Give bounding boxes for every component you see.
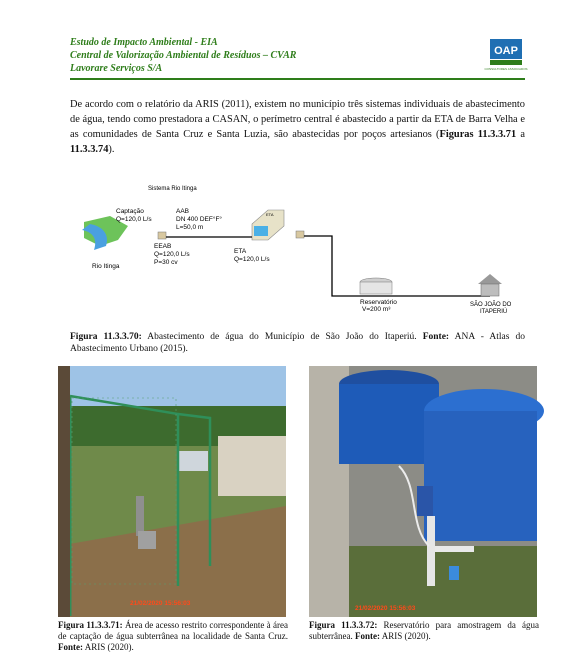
eeab-label: EEAB (154, 243, 172, 250)
caption71-label: Figura 11.3.3.71: (58, 620, 123, 630)
diagram-title: Sistema Rio Itinga (148, 186, 197, 192)
paragraph-ref-1: Figuras 11.3.3.71 (439, 129, 517, 140)
photo-72-timestamp: 21/02/2020 15:56:03 (355, 605, 416, 612)
city-label-2: ITAPERIÚ (480, 309, 508, 315)
paragraph-mid: a (516, 129, 525, 140)
captacao-flow: Q=120,0 L/s (116, 216, 152, 223)
logo-text: OAP (494, 45, 518, 57)
caption-figure-71 (58, 620, 288, 653)
eeab-power: P=30 cv (154, 259, 178, 266)
house-icon (481, 284, 499, 296)
photo-restricted-area (58, 366, 286, 617)
aab-diameter: DN 400 DEF°F° (176, 216, 223, 223)
logo-subtext: CONSULTORES ASSOCIADOS (484, 67, 528, 71)
eeab-flow: Q=120,0 L/s (154, 251, 190, 258)
city-label-1: SÃO JOÃO DO (470, 302, 512, 308)
photo-sampling-reservoir (309, 366, 537, 617)
document-header (70, 36, 530, 75)
caption71-source: ARIS (2020). (83, 642, 134, 652)
caption70-label: Figura 11.3.3.70: (70, 332, 142, 342)
pipe-eta-city (304, 236, 490, 296)
caption71-fonte: Fonte: (58, 642, 83, 652)
header-line-1: Estudo de Impacto Ambiental - EIA (70, 37, 218, 48)
caption70-text: Abastecimento de água do Município de São João do Itaperiú. (141, 332, 423, 342)
eta-label: ETA (234, 248, 247, 255)
reservoir-icon (360, 282, 392, 294)
caption72-label: Figura 11.3.3.72: (309, 620, 378, 630)
eta-pump-icon (296, 231, 304, 238)
caption70-fonte: Fonte: (422, 332, 450, 342)
caption72-text: Reservatório para amostragem da água subterrânea. (309, 620, 539, 641)
aab-length: L=50,0 m (176, 224, 204, 231)
caption72-source: ARIS (2020). (379, 631, 431, 641)
reservoir-label: Reservatório (360, 299, 397, 306)
header-line-3: Lavorare Serviços S/A (70, 63, 163, 74)
paragraph-text: De acordo com o relatório da ARIS (2011), existem no município três sistemas individuais de abastecimento de água, tendo como prestadora a CASAN, o perímetro central é abastecido a partir da ETA de Barra Velha e as comunidades de Santa Cruz e Santa Luzia, são abastecidas por poços artesianos ( (70, 99, 525, 140)
caption70-source: ANA - Atlas do Abastecimento Urbano (2015). (70, 332, 525, 354)
photo-71-scene (58, 366, 286, 617)
photo-71-timestamp: 21/02/2020 15:56:03 (130, 600, 191, 607)
eta-flow: Q=120,0 L/s (234, 256, 270, 263)
supply-system-diagram (70, 180, 530, 315)
aab-label: AAB (176, 208, 190, 215)
reservoir-volume: V=200 m³ (362, 306, 391, 313)
caption71-text: Área de acesso restrito correspondente à área de captação de água subterrânea na localidade de Santa Cruz. (58, 620, 288, 641)
header-rule (70, 78, 525, 80)
eta-tank-icon (254, 226, 268, 236)
caption-figure-70 (70, 331, 525, 355)
eta-box-label: ETA (266, 212, 274, 217)
house-roof (478, 274, 502, 284)
caption-figure-72 (309, 620, 539, 642)
paragraph-ref-2: 11.3.3.74 (70, 144, 109, 155)
caption72-fonte: Fonte: (354, 631, 380, 641)
photo-72-scene (309, 366, 537, 617)
river-label: Rio Itinga (92, 263, 120, 270)
body-paragraph (70, 97, 525, 157)
eeab-pump-icon (158, 232, 166, 239)
captacao-label: Captação (116, 208, 144, 215)
paragraph-end: ). (108, 144, 115, 155)
oap-logo (484, 39, 528, 73)
header-line-2: Central de Valorização Ambiental de Resíduos – CVAR (70, 50, 297, 61)
